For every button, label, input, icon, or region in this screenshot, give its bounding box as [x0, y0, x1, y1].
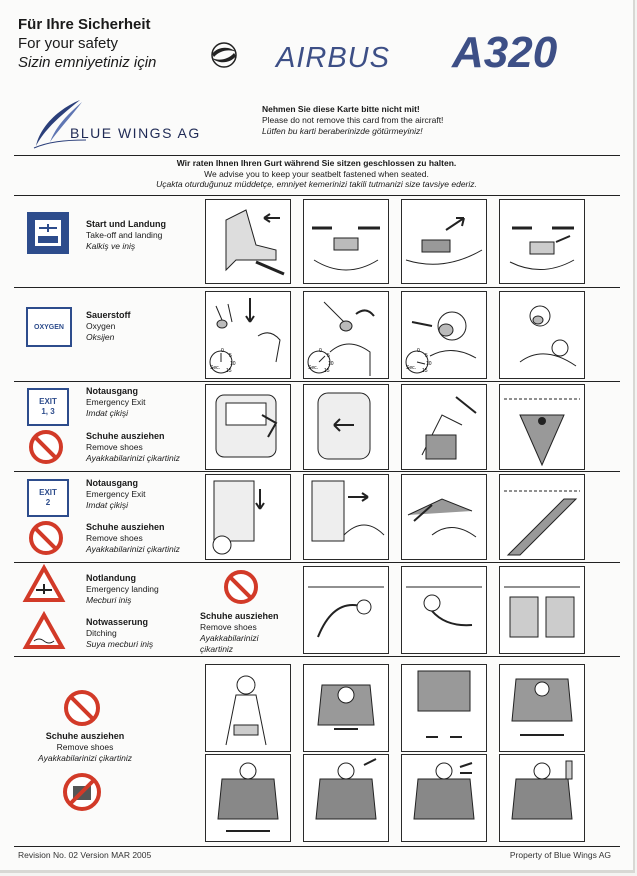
- slide-jump-illustration: [401, 474, 487, 560]
- shoes2-de: Schuhe ausziehen: [86, 522, 165, 532]
- seatbelt-tr: Uçakta oturduğunuz müddetçe, emniyet kemerinizi takili tutmanizi size tavsiye ederiz.: [156, 179, 477, 189]
- landing-label: [86, 573, 159, 606]
- emergency-landing-warning-icon: [24, 566, 64, 602]
- seatbelt-en: We advise you to keep your seatbelt fastened when seated.: [204, 168, 429, 179]
- takeoff-label: [86, 219, 166, 252]
- title-en: For your safety: [18, 35, 119, 52]
- ditching-label: [86, 617, 153, 650]
- brace-position-back-illustration: [499, 566, 585, 654]
- blue-wings-logo-icon: [30, 96, 90, 152]
- shoes3-de: Schuhe ausziehen: [200, 611, 279, 621]
- aircraft-model: A320: [452, 28, 558, 77]
- oxygen-tr: Oksijen: [86, 332, 115, 342]
- timer-icon: [207, 348, 235, 376]
- help-others-illustration: [499, 291, 585, 379]
- divider: [14, 656, 620, 657]
- exit-13-sign: [27, 388, 69, 426]
- shoes1-en: Remove shoes: [86, 442, 143, 452]
- oxygen-de: Sauerstoff: [86, 310, 131, 320]
- airbus-logo-icon: [208, 40, 240, 70]
- divider: [14, 562, 620, 563]
- timer-icon: [403, 348, 431, 376]
- timer-label: Sec.: [406, 365, 417, 371]
- timer-label: 5: [229, 353, 232, 359]
- exit2-label: [86, 478, 146, 511]
- seatbelt-de: Wir raten Ihnen Ihren Gurt während Sie sitzen geschlossen zu halten.: [176, 158, 457, 168]
- shoes4-tr: Ayakkabilarinizi çikartiniz: [38, 753, 132, 763]
- timer-label: 15: [226, 368, 232, 374]
- exit-hatch-remove-illustration: [303, 384, 389, 470]
- timer-label: 0: [417, 348, 420, 354]
- seat-upright-illustration: [205, 199, 291, 284]
- landing-tr: Mecburi iniş: [86, 595, 132, 605]
- climb-through-window-illustration: [401, 384, 487, 470]
- vest-straps-illustration: [401, 664, 487, 752]
- exit-2-sign-text: EXIT 2: [39, 488, 57, 507]
- timer-label: Sec.: [210, 365, 221, 371]
- shoes3-tr: Ayakkabilarinizi çikartiniz: [200, 633, 259, 654]
- over-wing-exit-illustration: [499, 384, 585, 470]
- exit13-de: Notausgang: [86, 386, 139, 396]
- timer-label: 10: [328, 361, 334, 367]
- vest-over-head-illustration: [303, 664, 389, 752]
- takeoff-de: Start und Landung: [86, 219, 166, 229]
- title-de: Für Ihre Sicherheit: [18, 16, 151, 33]
- no-shoes-icon: [64, 690, 100, 726]
- timer-label: 10: [426, 361, 432, 367]
- divider: [14, 381, 620, 382]
- shoes4-label: [20, 731, 150, 764]
- notice-en: Please do not remove this card from the aircraft!: [262, 115, 444, 125]
- airline-name: BLUE WINGS AG: [70, 125, 201, 141]
- notice-de: Nehmen Sie diese Karte bitte nicht mit!: [262, 104, 420, 114]
- evacuation-slide-illustration: [499, 474, 585, 560]
- divider: [14, 287, 620, 288]
- ditching-de: Notwasserung: [86, 617, 149, 627]
- exit2-en: Emergency Exit: [86, 489, 146, 499]
- exit2-de: Notausgang: [86, 478, 139, 488]
- exit13-tr: Imdat çikişi: [86, 408, 129, 418]
- shoes1-label: [86, 431, 180, 464]
- timer-label: Sec.: [308, 365, 319, 371]
- release-belt-illustration: [499, 199, 585, 284]
- exit2-tr: Imdat çikişi: [86, 500, 129, 510]
- vest-mouthpiece-illustration: [401, 754, 487, 842]
- ditching-en: Ditching: [86, 628, 117, 638]
- landing-de: Notlandung: [86, 573, 136, 583]
- shoes2-label: [86, 522, 180, 555]
- no-baggage-icon: [62, 772, 102, 812]
- vest-inflate-illustration: [205, 754, 291, 842]
- revision-text: Revision No. 02 Version MAR 2005: [18, 850, 152, 860]
- landing-en: Emergency landing: [86, 584, 159, 594]
- timer-label: 10: [230, 361, 236, 367]
- shoes2-en: Remove shoes: [86, 533, 143, 543]
- vest-tighten-illustration: [499, 664, 585, 752]
- shoes2-tr: Ayakkabilarinizi çikartiniz: [86, 544, 180, 554]
- exit-13-sign-text: EXIT 1, 3: [39, 397, 57, 416]
- brace-position-child-illustration: [401, 566, 487, 654]
- seatbelt-advice: [0, 158, 633, 190]
- divider: [14, 155, 620, 156]
- shoes4-de: Schuhe ausziehen: [45, 731, 125, 741]
- no-shoes-icon: [29, 521, 63, 555]
- shoes3-label: [200, 611, 290, 655]
- brace-position-sign-icon: [27, 212, 69, 254]
- takeoff-en: Take-off and landing: [86, 230, 163, 240]
- shoes1-tr: Ayakkabilarinizi çikartiniz: [86, 453, 180, 463]
- oxygen-en: Oxygen: [86, 321, 116, 331]
- vest-light-illustration: [499, 754, 585, 842]
- exit-window-open-illustration: [205, 384, 291, 470]
- timer-label: 15: [324, 368, 330, 374]
- vest-under-seat-illustration: [205, 664, 291, 752]
- notice-block: [262, 104, 443, 137]
- timer-label: 0: [319, 348, 322, 354]
- exit13-label: [86, 386, 146, 419]
- vest-pull-tab-illustration: [303, 754, 389, 842]
- timer-icon: [305, 348, 333, 376]
- shoes3-en: Remove shoes: [200, 622, 257, 632]
- oxygen-sign-text: OXYGEN: [34, 323, 64, 331]
- ditching-warning-icon: [24, 613, 64, 649]
- shoes1-de: Schuhe ausziehen: [86, 431, 165, 441]
- divider: [14, 471, 620, 472]
- timer-label: 5: [425, 353, 428, 359]
- no-shoes-icon: [29, 430, 63, 464]
- takeoff-tr: Kalkiş ve iniş: [86, 241, 136, 251]
- brace-position-front-illustration: [303, 566, 389, 654]
- exit13-en: Emergency Exit: [86, 397, 146, 407]
- property-text: Property of Blue Wings AG: [509, 850, 611, 860]
- timer-label: 5: [327, 353, 330, 359]
- title-tr: Sizin emniyetiniz için: [18, 54, 157, 71]
- aircraft-maker: AIRBUS: [276, 42, 390, 74]
- oxygen-sign: [26, 307, 72, 347]
- notice-tr: Lütfen bu karti beraberinizde götürmeyiniz!: [262, 126, 423, 136]
- door-handle-illustration: [205, 474, 291, 560]
- tighten-belt-illustration: [401, 199, 487, 284]
- timer-label: 0: [221, 348, 224, 354]
- divider: [14, 195, 620, 196]
- door-open-illustration: [303, 474, 389, 560]
- fasten-belt-illustration: [303, 199, 389, 284]
- no-shoes-icon: [224, 570, 258, 604]
- exit-2-sign: [27, 479, 69, 517]
- timer-label: 15: [422, 368, 428, 374]
- oxygen-label: [86, 310, 131, 343]
- divider: [14, 846, 620, 847]
- ditching-tr: Suya mecburi iniş: [86, 639, 154, 649]
- shoes4-en: Remove shoes: [56, 742, 114, 752]
